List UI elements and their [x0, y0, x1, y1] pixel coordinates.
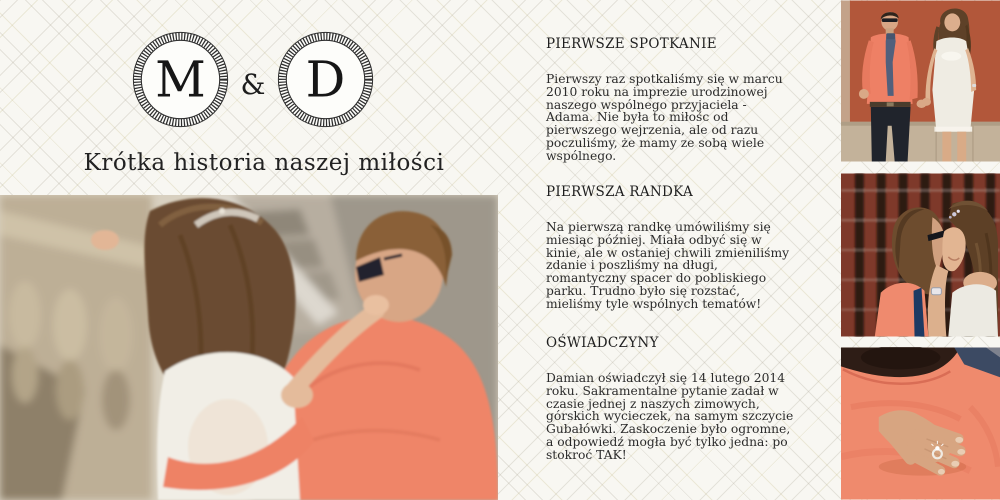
section-heading: OŚWIADCZYNY	[546, 335, 659, 351]
story-section-proposal	[546, 335, 796, 462]
engagement-ring-hand-illustration	[841, 347, 1000, 500]
holding-hands-illustration	[841, 0, 1000, 162]
monogram-badge-m	[131, 30, 230, 129]
story-column	[546, 0, 796, 500]
main-photo-couple-on-stairs	[0, 195, 498, 500]
page-title: Krótka historia naszej miłości	[83, 150, 445, 176]
kissing-couple-illustration	[841, 173, 1000, 337]
couple-stairs-illustration	[0, 195, 498, 500]
monogram-circle-m-icon	[131, 30, 230, 129]
section-body: Pierwszy raz spotkaliśmy się w marcu 2010 roku na imprezie urodzinowej naszego wspólnego przyjaciela - Adama. Nie była to miłośc od pierwszego wejrzenia, ale od razu poczuliśmy, że mamy ze sobą wiele wspólnego.	[546, 72, 783, 163]
gallery-photo-couple-kissing-brick-wall	[841, 173, 1000, 337]
story-section-first-date	[546, 184, 796, 311]
section-body: Na pierwszą randkę umówiliśmy się miesiąc później. Miała odbyć się w kinie, ale w ostaniej chwili zmieniliśmy zdanie i poszliśmy na długi, romantyczny spacer do pobliskiego parku. Trudno było się rozstać, mieliśmy tyle wspólnych tematów!	[546, 220, 790, 311]
section-heading: PIERWSZE SPOTKANIE	[546, 36, 717, 52]
monogram-circle-d-icon	[276, 30, 375, 129]
gallery-photo-hand-with-ring	[841, 347, 1000, 500]
monogram-letter-d: D	[305, 50, 346, 109]
monogram-header	[131, 30, 375, 129]
monogram-badge-d	[276, 30, 375, 129]
monogram-letter-m: M	[155, 50, 206, 109]
gallery-photo-couple-holding-hands	[841, 0, 1000, 162]
section-heading: PIERWSZA RANDKA	[546, 184, 694, 200]
ampersand: &	[240, 68, 266, 101]
section-body: Damian oświadczył się 14 lutego 2014 roku. Sakramentalne pytanie zadał w czasie jednej z naszych zimowych, górskich wycieczek, na samym szczycie Gubałówki. Zaskoczenie było ogromne, a odpowiedź mogła być tylko jedna: po stokroć TAK!	[546, 371, 794, 462]
story-section-first-meeting	[546, 36, 796, 163]
